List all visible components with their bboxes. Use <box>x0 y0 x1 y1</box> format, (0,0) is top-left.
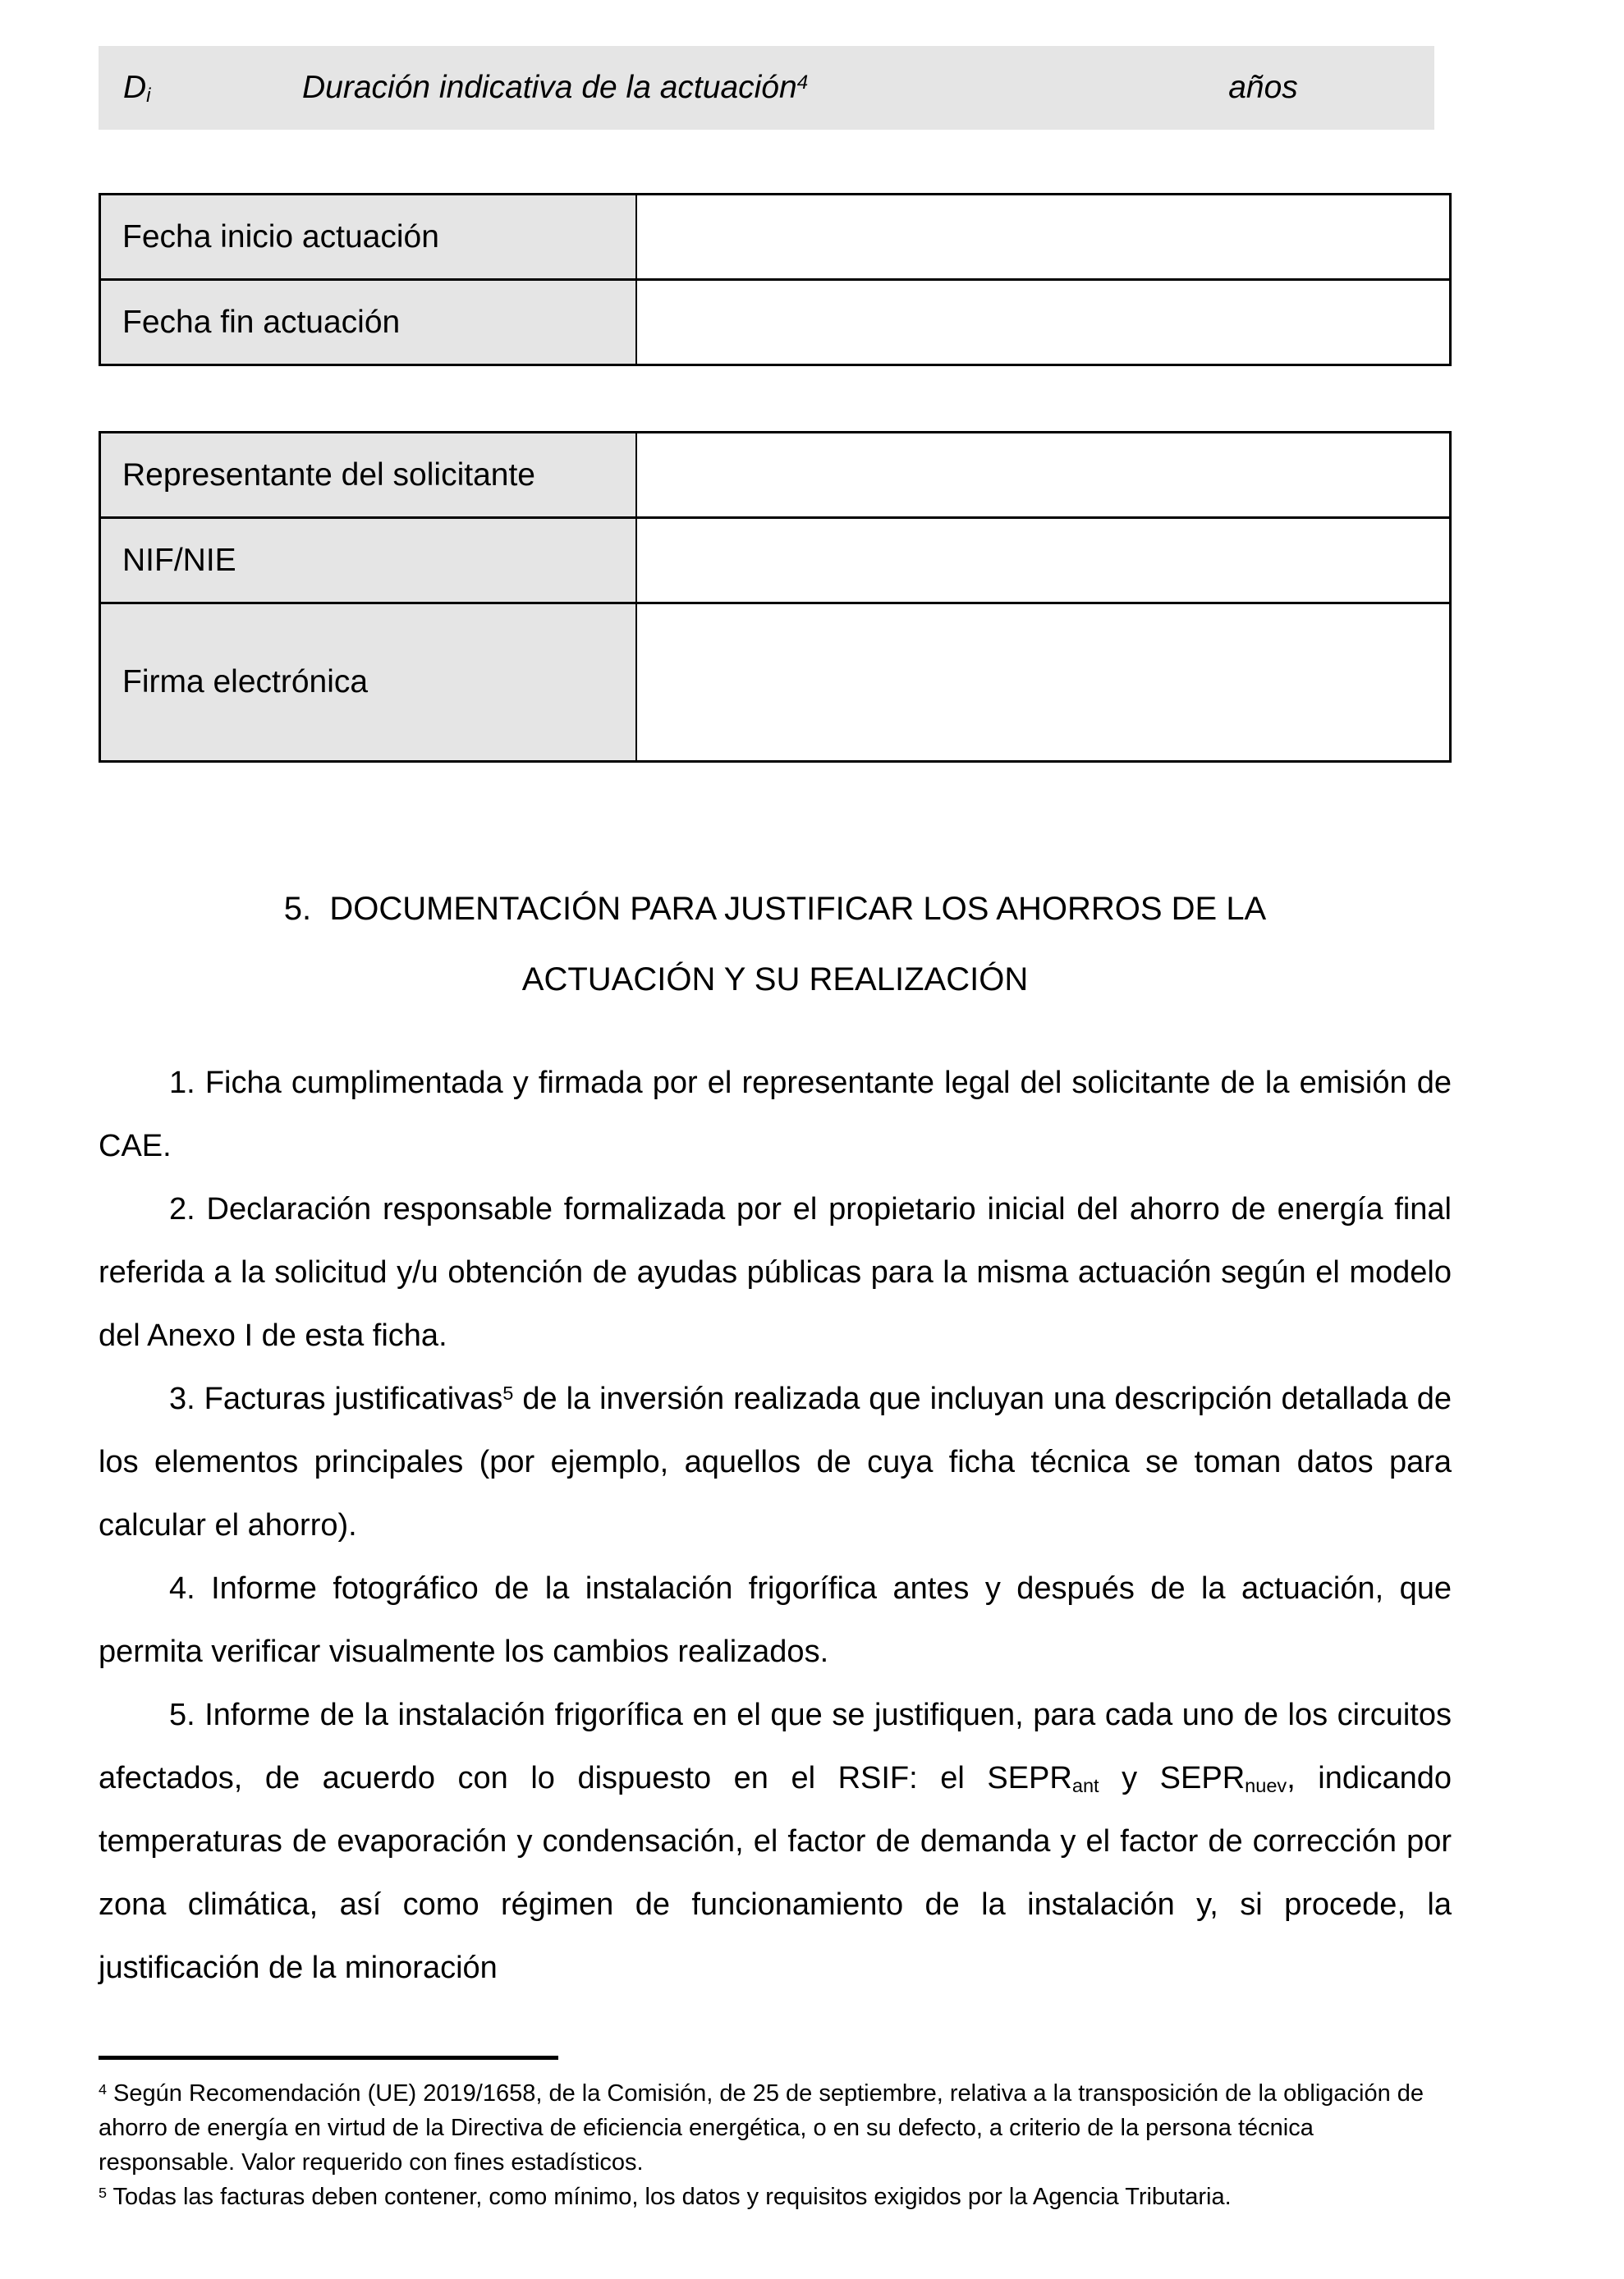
duration-unit-text: años <box>1228 70 1298 105</box>
row-label <box>101 519 637 602</box>
footnote-5: $^5$ Todas las facturas deben contener, como mínimo, los datos y requisitos exigidos por la Agencia Tributaria. <box>99 2184 1232 2210</box>
nif-nie-field[interactable] <box>637 519 1449 602</box>
footnote-4: $^4$ Según Recomendación (UE) 2019/1658, de la Comisión, de 25 de septiembre, relativa a la transposición de la obligación de ahorro de energía en virtud de la Directiva de eficiencia energética, o en su defecto, a criterio de la persona técnica responsable. Valor requerido con fines estadísticos. <box>99 2080 1424 2176</box>
row-label-text: Fecha inicio actuación <box>122 218 439 254</box>
row-label <box>101 433 637 516</box>
document-body <box>99 1052 1452 2000</box>
table-row <box>101 278 1449 364</box>
row-label-text: NIF/NIE <box>122 542 236 578</box>
signature-field[interactable] <box>637 604 1449 760</box>
dates-table <box>99 193 1452 366</box>
table-row <box>101 602 1449 760</box>
row-label <box>101 604 637 760</box>
table-row <box>101 516 1449 602</box>
row-label-text: Representante del solicitante <box>122 456 535 493</box>
body-paragraph-2: 2. Declaración responsable formalizada por el propietario inicial del ahorro de energía final referida a la solicitud y/u obtención de ayudas públicas para la misma actuación según el modelo del Anexo I de esta ficha. <box>99 1192 1452 1353</box>
row-label <box>101 281 637 364</box>
body-paragraph-5: 5. Informe de la instalación frigorífica en el que se justifiquen, para cada uno de los circuitos afectados, de acuerdo con lo dispuesto en el RSIF: el SEPRant y SEPRnuev, indicando temperaturas de evaporación y condensación, el factor de demanda y el factor de corrección por zona climática, así como régimen de funcionamiento de la instalación y, si procede, la justificación de la minoración <box>99 1698 1452 1985</box>
footnote-separator <box>99 2056 558 2060</box>
signer-table <box>99 431 1452 763</box>
duration-symbol <box>99 70 282 106</box>
representative-field[interactable] <box>637 433 1449 516</box>
section-heading-line1: 5. DOCUMENTACIÓN PARA JUSTIFICAR LOS AHORROS DE LA <box>283 891 1267 927</box>
body-paragraph-3: 3. Facturas justificativas$^5$ de la inversión realizada que incluyan una descripción detallada de los elementos principales (por ejemplo, aquellos de cuya ficha técnica se toman datos para calcular el ahorro). <box>99 1382 1452 1543</box>
section-heading-line2: ACTUACIÓN Y SU REALIZACIÓN <box>521 961 1029 997</box>
duration-indicative-row <box>99 46 1434 130</box>
row-label <box>101 195 637 278</box>
table-row <box>101 433 1449 516</box>
row-label-text: Firma electrónica <box>122 664 369 699</box>
duration-label-text: Duración indicativa de la actuación$^4$ <box>302 70 809 105</box>
end-date-field[interactable] <box>637 281 1449 364</box>
start-date-field[interactable] <box>637 195 1449 278</box>
row-label-text: Fecha fin actuación <box>122 304 401 340</box>
duration-label <box>282 70 1092 106</box>
footnotes <box>99 2056 1452 2214</box>
body-paragraph-4: 4. Informe fotográfico de la instalación frigorífica antes y después de la actuación, que permita verificar visualmente los cambios realizados. <box>99 1571 1452 1669</box>
duration-symbol-text: Di <box>123 70 151 108</box>
section-heading <box>99 874 1452 1015</box>
duration-unit <box>1092 70 1434 106</box>
body-paragraph-1: 1. Ficha cumplimentada y firmada por el representante legal del solicitante de la emisión de CAE. <box>99 1066 1452 1163</box>
table-row <box>101 195 1449 278</box>
